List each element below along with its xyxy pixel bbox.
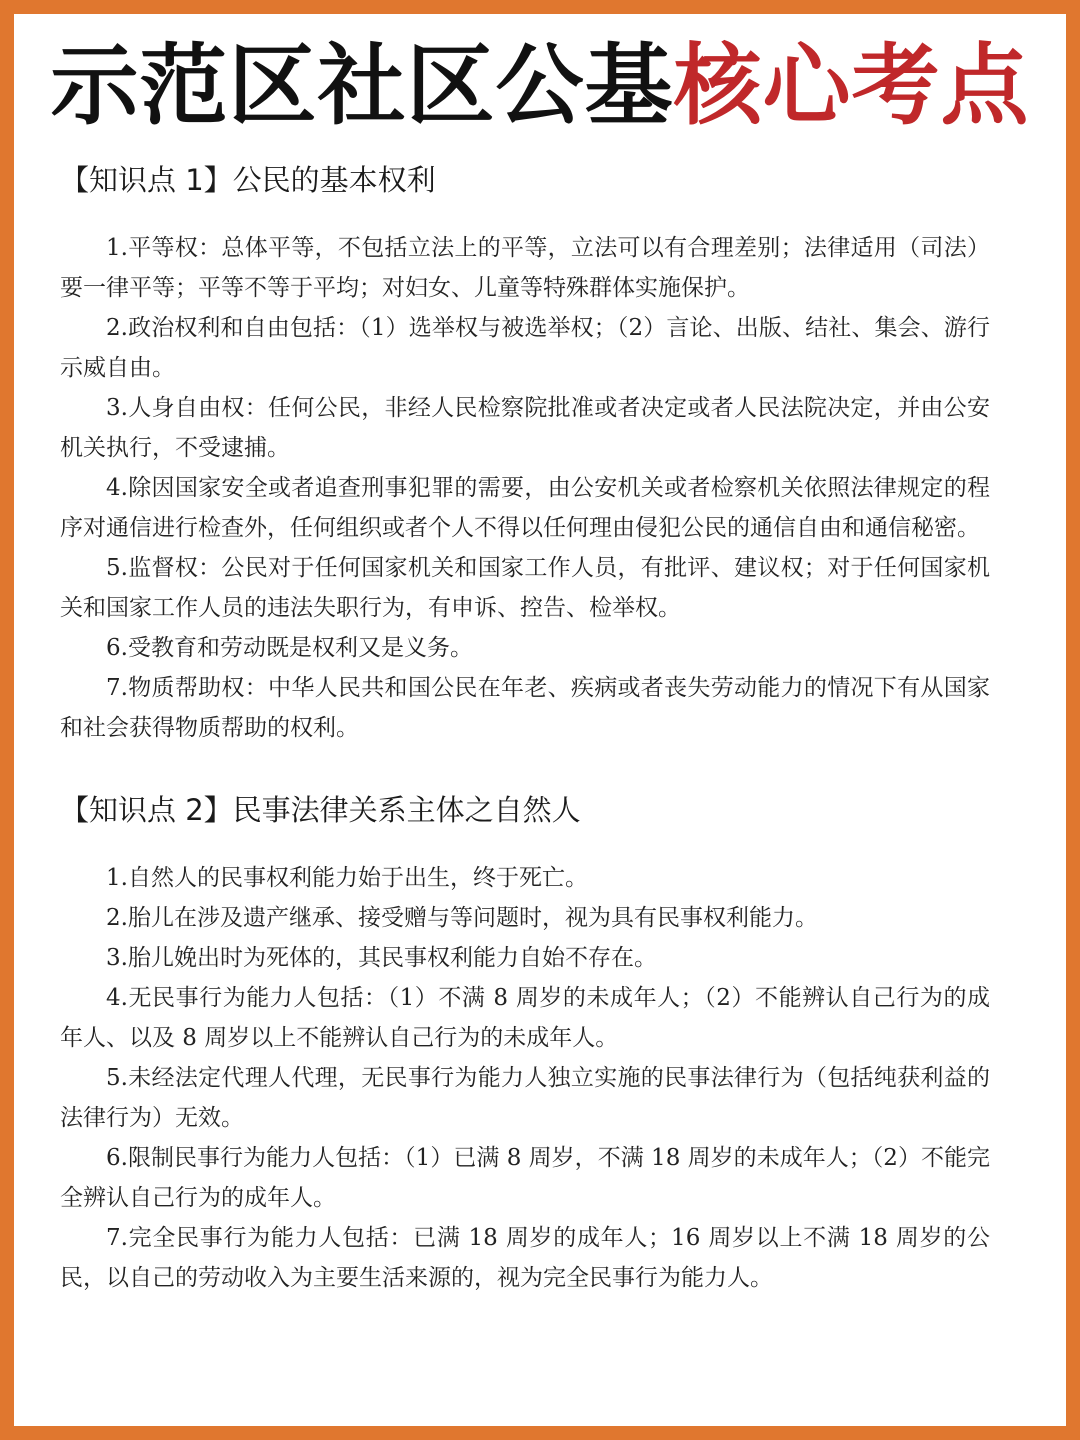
list-item: 4.无民事行为能力人包括：（1）不满 8 周岁的未成年人；（2）不能辨认自己行为的成年人、以及 8 周岁以上不能辨认自己行为的未成年人。 bbox=[60, 985, 990, 1051]
list-item: 5.未经法定代理人代理，无民事行为能力人独立实施的民事法律行为（包括纯获利益的法律行为）无效。 bbox=[60, 1065, 990, 1131]
section-heading: 【知识点 1】公民的基本权利 bbox=[60, 163, 436, 197]
list-item: 7.物质帮助权：中华人民共和国公民在年老、疾病或者丧失劳动能力的情况下有从国家和社会获得物质帮助的权利。 bbox=[60, 675, 990, 741]
knowledge-section-1 bbox=[60, 160, 990, 748]
page-title bbox=[14, 36, 1066, 136]
list-item: 6.限制民事行为能力人包括：（1）已满 8 周岁，不满 18 周岁的未成年人；（2）不能完全辨认自己行为的成年人。 bbox=[60, 1145, 990, 1211]
list-item: 7.完全民事行为能力人包括：已满 18 周岁的成年人；16 周岁以上不满 18 周岁的公民，以自己的劳动收入为主要生活来源的，视为完全民事行为能力人。 bbox=[60, 1225, 990, 1291]
section-heading: 【知识点 2】民事法律关系主体之自然人 bbox=[60, 793, 581, 827]
content-body bbox=[60, 160, 990, 1298]
list-item: 1.平等权：总体平等，不包括立法上的平等，立法可以有合理差别；法律适用（司法）要一律平等；平等不等于平均；对妇女、儿童等特殊群体实施保护。 bbox=[60, 235, 990, 301]
list-item: 4.除因国家安全或者追查刑事犯罪的需要，由公安机关或者检察机关依照法律规定的程序对通信进行检查外，任何组织或者个人不得以任何理由侵犯公民的通信自由和通信秘密。 bbox=[60, 475, 990, 541]
title-black-part: 示范区社区公基 bbox=[50, 34, 674, 137]
list-item: 1.自然人的民事权利能力始于出生，终于死亡。 bbox=[106, 865, 588, 891]
list-item: 3.胎儿娩出时为死体的，其民事权利能力自始不存在。 bbox=[106, 945, 657, 971]
document-page bbox=[14, 14, 1066, 1426]
list-item: 5.监督权：公民对于任何国家机关和国家工作人员，有批评、建议权；对于任何国家机关和国家工作人员的违法失职行为，有申诉、控告、检举权。 bbox=[60, 555, 990, 621]
list-item: 6.受教育和劳动既是权利又是义务。 bbox=[106, 635, 473, 661]
list-item: 2.胎儿在涉及遗产继承、接受赠与等问题时，视为具有民事权利能力。 bbox=[106, 905, 818, 931]
title-red-part: 核心考点 bbox=[673, 34, 1030, 137]
knowledge-section-2 bbox=[60, 790, 990, 1298]
list-item: 3.人身自由权：任何公民，非经人民检察院批准或者决定或者人民法院决定，并由公安机关执行，不受逮捕。 bbox=[60, 395, 990, 461]
list-item: 2.政治权利和自由包括：（1）选举权与被选举权；（2）言论、出版、结社、集会、游行示威自由。 bbox=[60, 315, 990, 381]
